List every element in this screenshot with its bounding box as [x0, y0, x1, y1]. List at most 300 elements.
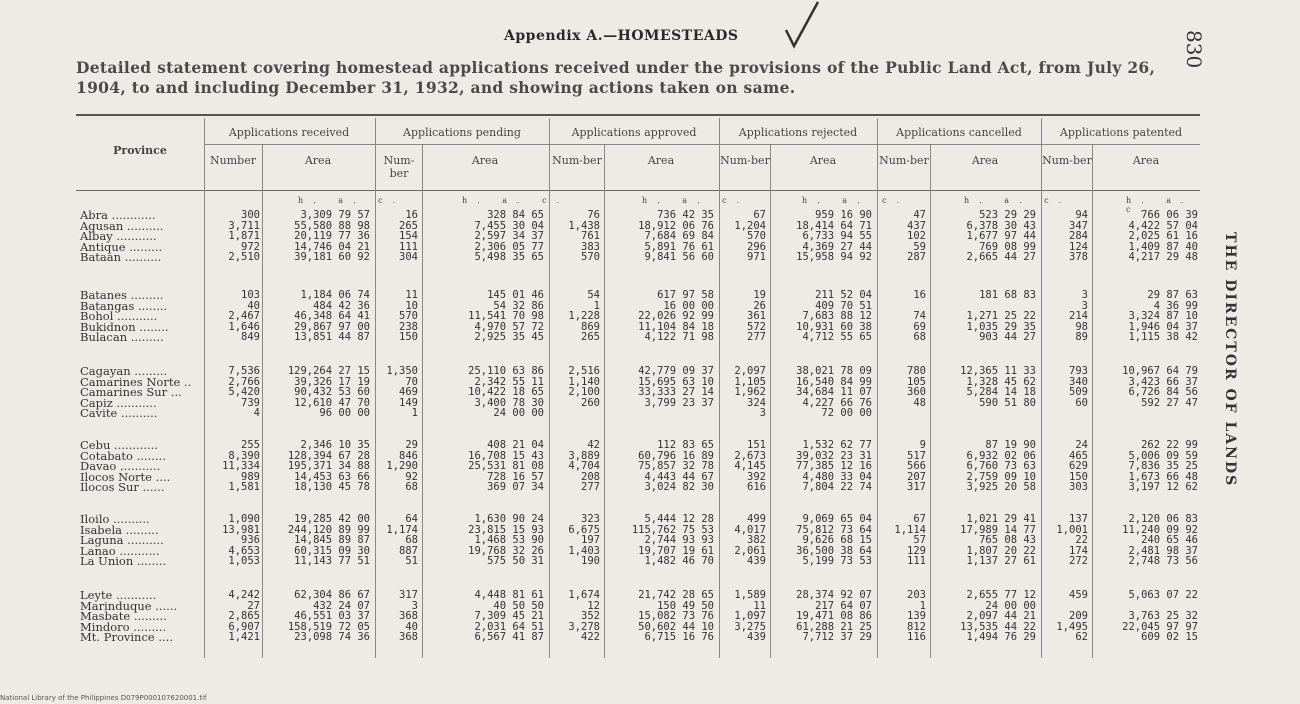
table-cell: 24: [1075, 439, 1088, 451]
sub-area-approved: Area: [647, 154, 675, 167]
column-approved-num: [568, 366, 600, 419]
column-pending-area: [468, 514, 544, 567]
province-name: Cebu ............: [80, 438, 158, 452]
column-received-num: [222, 514, 260, 567]
table-cell: 592 27 47: [1141, 396, 1198, 409]
table-cell: 4,443 44 67: [644, 470, 714, 483]
table-cell: 1,053: [228, 555, 260, 568]
table-cell: 1,271 25 22: [966, 310, 1036, 323]
table-cell: 11,334: [222, 460, 260, 473]
table-cell: 10,967 64 79: [1122, 365, 1198, 377]
table-cell: 7,684 69 84: [644, 230, 714, 243]
column-rejected-num: [734, 440, 766, 493]
table-cell: 1,673 66 48: [1128, 470, 1198, 483]
table-cell: 39,326 17 19: [294, 375, 370, 388]
table-cell: 439: [747, 631, 766, 644]
column-cancelled-num: [907, 590, 926, 643]
table-cell: 5,420: [228, 386, 260, 399]
table-cell: [960, 408, 1036, 419]
table-cell: 3,423 66 37: [1128, 375, 1198, 388]
table-cell: 769 08 99: [979, 240, 1036, 253]
sub-num-cancelled: Num-ber: [879, 154, 929, 167]
table-cell: 1,494 76 29: [966, 631, 1036, 644]
table-cell: 59: [913, 240, 926, 253]
table-cell: 1,174: [386, 523, 418, 536]
table-cell: 203: [907, 589, 926, 601]
table-cell: 6,715 16 76: [644, 631, 714, 644]
table-cell: 5,199 73 53: [802, 555, 872, 568]
table-cell: 209: [1069, 610, 1088, 623]
table-cell: 139: [907, 610, 926, 623]
province-name: Masbate .........: [80, 609, 167, 624]
province-name: Isabela .........: [80, 522, 159, 537]
sub-area-patented: Area: [1132, 154, 1160, 167]
table-cell: 3: [411, 599, 418, 612]
table-cell: 3,889: [568, 449, 600, 462]
table-cell: 517: [907, 449, 926, 462]
table-cell: 5,284 14 18: [966, 386, 1036, 399]
table-cell: 9: [919, 439, 926, 451]
table-cell: 23,098 74 36: [294, 631, 370, 644]
table-cell: 4,653: [228, 544, 260, 557]
table-cell: 1,115 38 42: [1128, 331, 1198, 344]
table-cell: 4,145: [734, 460, 766, 473]
table-cell: 68: [405, 534, 418, 547]
table-cell: 2,865: [228, 610, 260, 623]
column-rejected-area: [796, 590, 872, 643]
table-cell: 23,815 15 93: [468, 523, 544, 536]
table-cell: 16,540 84 99: [796, 375, 872, 388]
table-cell: [907, 408, 926, 419]
table-cell: 2,031 64 51: [474, 620, 544, 633]
table-cell: 158,519 72 05: [287, 620, 370, 633]
province-name: Ilocos Norte ....: [80, 469, 171, 484]
province-name: Laguna ..........: [80, 533, 164, 548]
table-cell: 971: [747, 251, 766, 264]
table-cell: 74: [913, 310, 926, 323]
footer-caption: National Library of the Philippines D079P000107620001.tif: [0, 694, 207, 702]
table-cell: 317: [399, 589, 418, 601]
column-patented-num: [1069, 210, 1088, 263]
table-cell: 3,711: [228, 219, 260, 232]
table-cell: 15,082 73 76: [638, 610, 714, 623]
table-cell: 16: [405, 209, 418, 221]
table-cell: 6,760 73 63: [966, 460, 1036, 473]
table-cell: 11,143 77 51: [294, 555, 370, 568]
page-number: 830: [1182, 30, 1206, 69]
table-cell: 3,925 20 58: [966, 481, 1036, 494]
table-cell: 46,348 64 41: [294, 310, 370, 323]
table-cell: 55,580 88 98: [294, 219, 370, 232]
table-cell: 277: [747, 331, 766, 344]
sub-number: Number: [210, 154, 256, 167]
table-cell: 102: [907, 230, 926, 243]
column-patented-area: [1128, 210, 1198, 263]
table-cell: 7,836 35 25: [1128, 460, 1198, 473]
table-cell: 5,444 12 28: [644, 513, 714, 525]
table-cell: 40: [247, 299, 260, 312]
column-patented-area: [1128, 440, 1198, 493]
table-cell: 303: [1069, 481, 1088, 494]
column-rejected-area: [796, 366, 872, 419]
sub-area-cancelled: Area: [971, 154, 999, 167]
table-cell: 2,097: [734, 365, 766, 377]
table-cell: 116: [907, 631, 926, 644]
table-cell: 1,035 29 35: [966, 320, 1036, 333]
table-cell: 465: [1069, 449, 1088, 462]
table-cell: 2,467: [228, 310, 260, 323]
table-cell: 62,304 86 67: [294, 589, 370, 601]
table-cell: 3,400 78 30: [474, 396, 544, 409]
table-cell: 11: [405, 289, 418, 301]
column-patented-num: [1069, 290, 1088, 343]
table-cell: 1,438: [568, 219, 600, 232]
table-cell: 54: [587, 289, 600, 301]
table-cell: [1122, 408, 1198, 419]
table-cell: 57: [913, 534, 926, 547]
table-cell: 903 44 27: [979, 331, 1036, 344]
table-cell: 499: [747, 513, 766, 525]
table-cell: 103: [241, 289, 260, 301]
table-cell: 13,981: [222, 523, 260, 536]
province-block: [80, 514, 166, 567]
table-cell: 1,204: [734, 219, 766, 232]
table-cell: 1,674: [568, 589, 600, 601]
table-cell: 92: [405, 470, 418, 483]
table-cell: 484 42 36: [313, 299, 370, 312]
province-name: Bohol ...........: [80, 309, 158, 324]
province-name: Agusan ..........: [80, 218, 164, 233]
table-cell: 150 49 50: [657, 599, 714, 612]
table-cell: 265: [581, 331, 600, 344]
table-cell: 439: [747, 555, 766, 568]
table-cell: 4: [253, 407, 260, 420]
table-cell: 111: [907, 555, 926, 568]
table-cell: 277: [581, 481, 600, 494]
table-cell: 2,306 05 77: [474, 240, 544, 253]
sub-area-received: Area: [304, 154, 332, 167]
table-cell: 25,110 63 86: [468, 365, 544, 377]
table-cell: 25,531 81 08: [468, 460, 544, 473]
province-header: Province: [113, 144, 167, 157]
province-name: Mindoro .........: [80, 619, 167, 634]
column-pending-num: [386, 514, 418, 567]
column-approved-area: [632, 514, 714, 567]
table-cell: 16 00 00: [663, 299, 714, 312]
province-name: Cavite ..........: [80, 406, 158, 421]
table-cell: 28,374 92 07: [796, 589, 872, 601]
group-rejected: Applications rejected: [738, 126, 858, 139]
table-cell: 255: [241, 439, 260, 451]
table-cell: 174: [1069, 544, 1088, 557]
table-cell: 4,122 71 98: [644, 331, 714, 344]
column-received-area: [288, 366, 370, 419]
table-cell: 60,796 16 89: [638, 449, 714, 462]
table-cell: 6,675: [568, 523, 600, 536]
table-cell: 1,646: [228, 320, 260, 333]
table-cell: 22,026 92 99: [638, 310, 714, 323]
table-cell: 2,655 77 12: [966, 589, 1036, 601]
table-cell: 3,799 23 37: [644, 396, 714, 409]
table-cell: 19: [753, 289, 766, 301]
column-rejected-num: [734, 514, 766, 567]
table-cell: 33,333 27 14: [638, 386, 714, 399]
table-cell: 324: [747, 396, 766, 409]
table-cell: 3,197 12 62: [1128, 481, 1198, 494]
table-cell: 317: [907, 481, 926, 494]
table-cell: 1,482 46 70: [644, 555, 714, 568]
column-pending-area: [468, 366, 544, 419]
table-cell: 2,342 55 11: [474, 375, 544, 388]
table-cell: 4,970 57 72: [474, 320, 544, 333]
table-cell: 523 29 29: [979, 209, 1036, 221]
table-cell: 260: [581, 396, 600, 409]
table-cell: 392: [747, 470, 766, 483]
table-cell: 3,309 79 57: [300, 209, 370, 221]
table-cell: 67: [753, 209, 766, 221]
table-cell: 4 36 99: [1153, 299, 1198, 312]
table-cell: 1,184 06 74: [300, 289, 370, 301]
group-cancelled: Applications cancelled: [896, 126, 1022, 139]
table-cell: 2,748 73 56: [1128, 555, 1198, 568]
column-approved-num: [568, 440, 600, 493]
table-cell: 150: [399, 331, 418, 344]
table-cell: 190: [581, 555, 600, 568]
table-cell: 105: [907, 375, 926, 388]
table-cell: 469: [399, 386, 418, 399]
column-pending-area: [468, 290, 544, 343]
table-cell: 14,746 04 21: [294, 240, 370, 253]
column-cancelled-area: [960, 366, 1036, 419]
table-cell: 360: [907, 386, 926, 399]
table-cell: 1,290: [386, 460, 418, 473]
table-cell: 1,495: [1056, 620, 1088, 633]
table-cell: 16: [913, 289, 926, 301]
table-cell: 361: [747, 310, 766, 323]
table-cell: 18,130 45 78: [294, 481, 370, 494]
column-rejected-num: [734, 366, 766, 419]
table-cell: 6,907: [228, 620, 260, 633]
column-received-num: [228, 290, 260, 343]
table-cell: 1,114: [894, 523, 926, 536]
table-cell: 96 00 00: [319, 407, 370, 420]
table-cell: 3,763 25 32: [1128, 610, 1198, 623]
table-cell: 2,100: [568, 386, 600, 399]
table-cell: 1,403: [568, 544, 600, 557]
table-cell: 1,140: [568, 375, 600, 388]
table-cell: 87 19 90: [985, 439, 1036, 451]
table-cell: 4,712 55 65: [802, 331, 872, 344]
column-cancelled-num: [907, 440, 926, 493]
column-received-area: [294, 290, 370, 343]
table-cell: 149: [399, 396, 418, 409]
sub-area-rejected: Area: [809, 154, 837, 167]
sub-num-patented: Num-ber: [1042, 154, 1092, 167]
table-cell: 76: [587, 209, 600, 221]
table-cell: [1069, 408, 1088, 419]
table-cell: 24 00 00: [985, 599, 1036, 612]
table-cell: 616: [747, 481, 766, 494]
table-cell: 129,264 27 15: [287, 365, 370, 377]
column-received-num: [228, 210, 260, 263]
table-cell: 21,742 28 65: [638, 589, 714, 601]
table-cell: 408 21 04: [487, 439, 544, 451]
sub-num-pending: Num-ber: [383, 154, 415, 180]
table-cell: 2,061: [734, 544, 766, 557]
table-cell: 38,021 78 09: [796, 365, 872, 377]
table-cell: 60,315 09 30: [294, 544, 370, 557]
table-cell: 19,707 19 61: [638, 544, 714, 557]
table-cell: 61,288 21 25: [796, 620, 872, 633]
column-pending-num: [386, 440, 418, 493]
table-cell: 4,017: [734, 523, 766, 536]
column-received-area: [294, 210, 370, 263]
table-cell: 13,535 44 22: [960, 620, 1036, 633]
column-pending-area: [474, 210, 544, 263]
table-cell: 14,845 89 87: [294, 534, 370, 547]
table-cell: 2,673: [734, 449, 766, 462]
table-cell: 368: [399, 631, 418, 644]
running-head: THE DIRECTOR OF LANDS: [1222, 232, 1238, 488]
table-cell: 3,324 87 10: [1128, 310, 1198, 323]
table-cell: 846: [399, 449, 418, 462]
province-block: [80, 210, 163, 263]
table-cell: 736 42 35: [657, 209, 714, 221]
table-cell: 29: [405, 439, 418, 451]
province-name: Albay ...........: [80, 229, 157, 244]
table-cell: 145 01 46: [487, 289, 544, 301]
table-cell: 7,536: [228, 365, 260, 377]
table-cell: 72 00 00: [821, 407, 872, 420]
table-cell: 6,932 02 06: [966, 449, 1036, 462]
table-cell: 29 87 63: [1147, 289, 1198, 301]
table-cell: 590 51 80: [979, 396, 1036, 409]
table-cell: 287: [907, 251, 926, 264]
column-cancelled-area: [966, 440, 1036, 493]
province-block: [80, 290, 169, 343]
column-pending-num: [399, 590, 418, 643]
table-cell: 98: [1075, 320, 1088, 333]
table-cell: 77,385 12 16: [796, 460, 872, 473]
column-patented-area: [1122, 590, 1198, 643]
table-cell: 18,414 64 71: [796, 219, 872, 232]
table-cell: 2,346 10 35: [300, 439, 370, 451]
table-cell: 3,278: [568, 620, 600, 633]
table-cell: 6,378 30 43: [966, 219, 1036, 232]
table-cell: 4,422 57 04: [1128, 219, 1198, 232]
province-block: [80, 440, 170, 493]
table-cell: 48: [913, 396, 926, 409]
table-cell: 115,762 75 53: [631, 523, 714, 536]
table-cell: 849: [241, 331, 260, 344]
table-cell: 1,328 45 62: [966, 375, 1036, 388]
table-cell: 1,097: [734, 610, 766, 623]
table-cell: 197: [581, 534, 600, 547]
table-cell: 68: [405, 481, 418, 494]
province-name: Batangas ........: [80, 298, 168, 313]
province-name: Antique .........: [80, 239, 163, 254]
table-cell: 5,498 35 65: [474, 251, 544, 264]
table-cell: 94: [1075, 209, 1088, 221]
table-cell: 1: [593, 299, 600, 312]
table-cell: 1,946 04 37: [1128, 320, 1198, 333]
table-cell: 7,683 88 12: [802, 310, 872, 323]
table-cell: 780: [907, 365, 926, 377]
table-cell: 64: [405, 513, 418, 525]
province-name: Batanes .........: [80, 288, 164, 302]
table-cell: 1,581: [228, 481, 260, 494]
table-cell: 1,421: [228, 631, 260, 644]
column-approved-num: [568, 290, 600, 343]
table-cell: 62: [1075, 631, 1088, 644]
province-name: Cagayan .........: [80, 364, 168, 378]
table-cell: 14,453 63 66: [294, 470, 370, 483]
table-cell: 11,240 09 92: [1122, 523, 1198, 536]
table-cell: 5,063 07 22: [1128, 589, 1198, 601]
table-cell: 382: [747, 534, 766, 547]
table-cell: 1,228: [568, 310, 600, 323]
table-cell: 40: [405, 620, 418, 633]
column-cancelled-area: [960, 590, 1036, 643]
table-cell: 19,768 32 26: [468, 544, 544, 557]
table-cell: 46,551 03 37: [294, 610, 370, 623]
table-cell: 328 84 65: [487, 209, 544, 221]
table-cell: 24 00 00: [493, 407, 544, 420]
column-approved-num: [568, 590, 600, 643]
table-cell: 12: [587, 599, 600, 612]
units-patented: h. a. c.: [1126, 196, 1194, 214]
table-cell: 10,422 18 65: [468, 386, 544, 399]
column-rejected-area: [796, 290, 872, 343]
table-cell: 1,677 97 44: [966, 230, 1036, 243]
table-cell: 262 22 99: [1141, 439, 1198, 451]
table-cell: 2,597 34 37: [474, 230, 544, 243]
province-block: [80, 366, 191, 419]
table-cell: 869: [581, 320, 600, 333]
column-patented-area: [1128, 290, 1198, 343]
table-cell: 766 06 39: [1141, 209, 1198, 221]
table-cell: 12,365 11 33: [960, 365, 1036, 377]
table-cell: 509: [1069, 386, 1088, 399]
table-cell: 4,704: [568, 460, 600, 473]
intro-paragraph: Detailed statement covering homestead applications received under the provisions of the Public Land Act, from July 26, 1904, to and including December 31, 1932, and showing actions taken on same.: [76, 58, 1156, 97]
table-cell: 409 70 51: [815, 299, 872, 312]
table-cell: 570: [399, 310, 418, 323]
table-cell: 7,455 30 04: [474, 219, 544, 232]
table-cell: 887: [399, 544, 418, 557]
table-cell: 369 07 34: [487, 481, 544, 494]
column-received-area: [288, 590, 370, 643]
column-cancelled-num: [894, 514, 926, 567]
table-cell: 39,181 60 92: [294, 251, 370, 264]
table-cell: 19,285 42 00: [294, 513, 370, 525]
table-cell: 75,812 73 64: [796, 523, 872, 536]
table-cell: 629: [1069, 460, 1088, 473]
column-rejected-area: [796, 514, 872, 567]
table-cell: 761: [581, 230, 600, 243]
table-cell: 69: [913, 320, 926, 333]
column-cancelled-area: [960, 514, 1036, 567]
column-approved-area: [638, 290, 714, 343]
column-received-num: [228, 590, 260, 643]
column-rejected-num: [734, 590, 766, 643]
table-cell: 5,006 09 59: [1128, 449, 1198, 462]
column-approved-num: [568, 210, 600, 263]
table-cell: 570: [581, 251, 600, 264]
table-cell: 3: [1081, 299, 1088, 312]
column-approved-area: [638, 210, 714, 263]
column-rejected-area: [796, 440, 872, 493]
